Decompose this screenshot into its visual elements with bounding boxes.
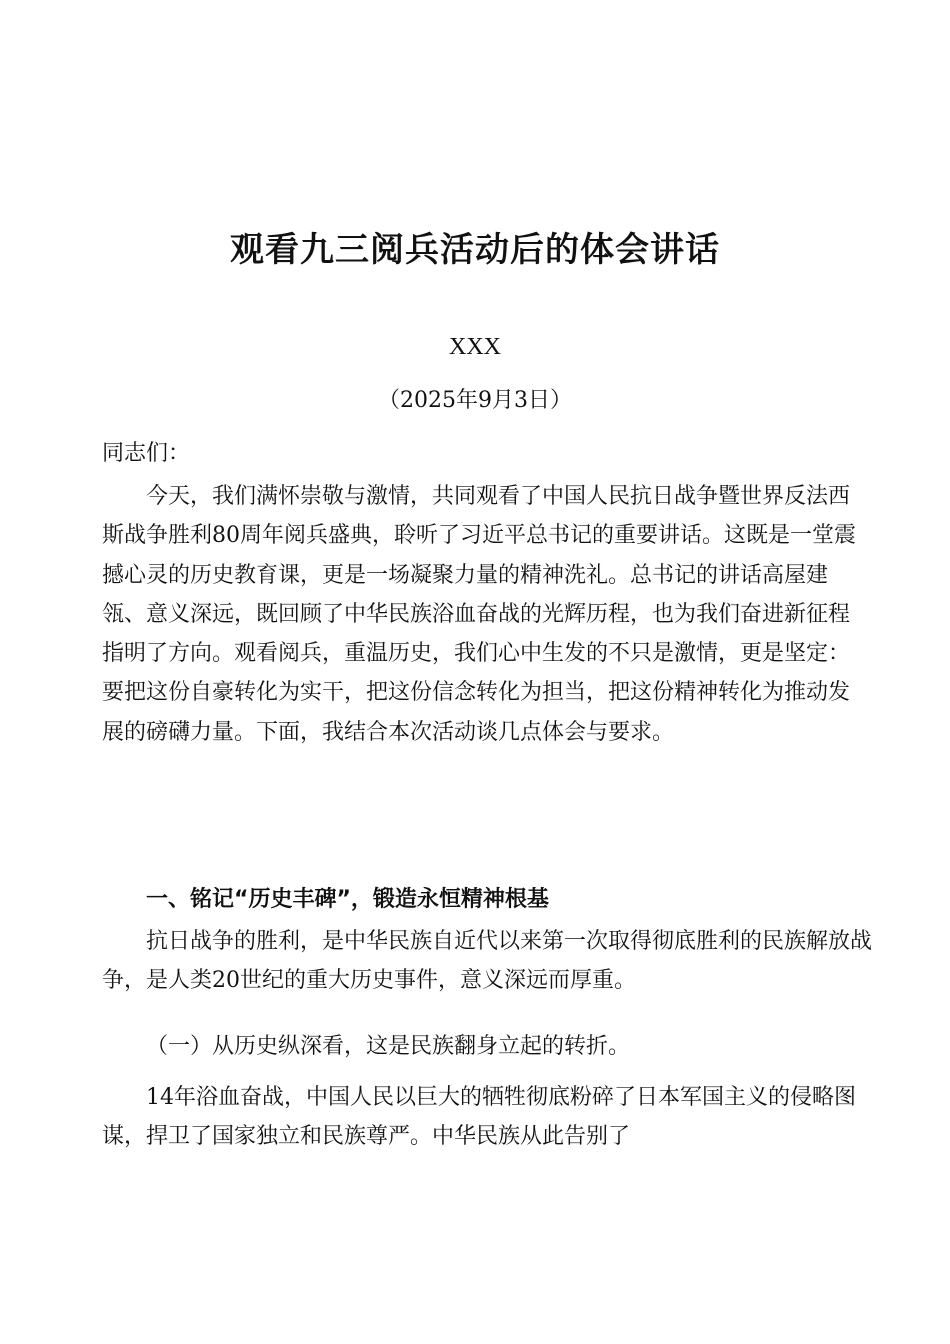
intro-paragraph: 今天，我们满怀崇敬与激情，共同观看了中国人民抗日战争暨世界反法西斯战争胜利80周年阅兵盛典，聆听了习近平总书记的重要讲话。这既是一堂震撼心灵的历史教育课，更是一场凝聚力量的精神洗礼。总书记的讲话高屋建瓴、意义深远，既回顾了中华民族浴血奋战的光辉历程，也为我们奋进新征程指明了方向。观看阅兵，重温历史，我们心中生发的不只是激情，更是坚定：要把这份自豪转化为实干，把这份信念转化为担当，把这份精神转化为推动发展的磅礴力量。下面，我结合本次活动谈几点体会与要求。: [102, 484, 856, 745]
section-paragraph: 抗日战争的胜利，是中华民族自近代以来第一次取得彻底胜利的民族解放战争，是人类20世纪的重大历史事件，意义深远而厚重。: [102, 929, 873, 994]
author-name: XXX: [449, 334, 501, 360]
subsection-paragraph: 14年浴血奋战，中国人民以巨大的牺牲彻底粉碎了日本军国主义的侵略图谋，捍卫了国家独立和民族尊严。中华民族从此告别了: [102, 1085, 856, 1150]
document-title: 观看九三阅兵活动后的体会讲话: [230, 230, 720, 270]
section-heading: 一、铭记“历史丰碑”，锻造永恒精神根基: [146, 887, 549, 912]
subsection-heading: （一）从历史纵深看，这是民族翻身立起的转折。: [146, 1034, 631, 1059]
salutation: 同志们：: [102, 441, 191, 466]
speech-date: （2025年9月3日）: [378, 388, 572, 413]
